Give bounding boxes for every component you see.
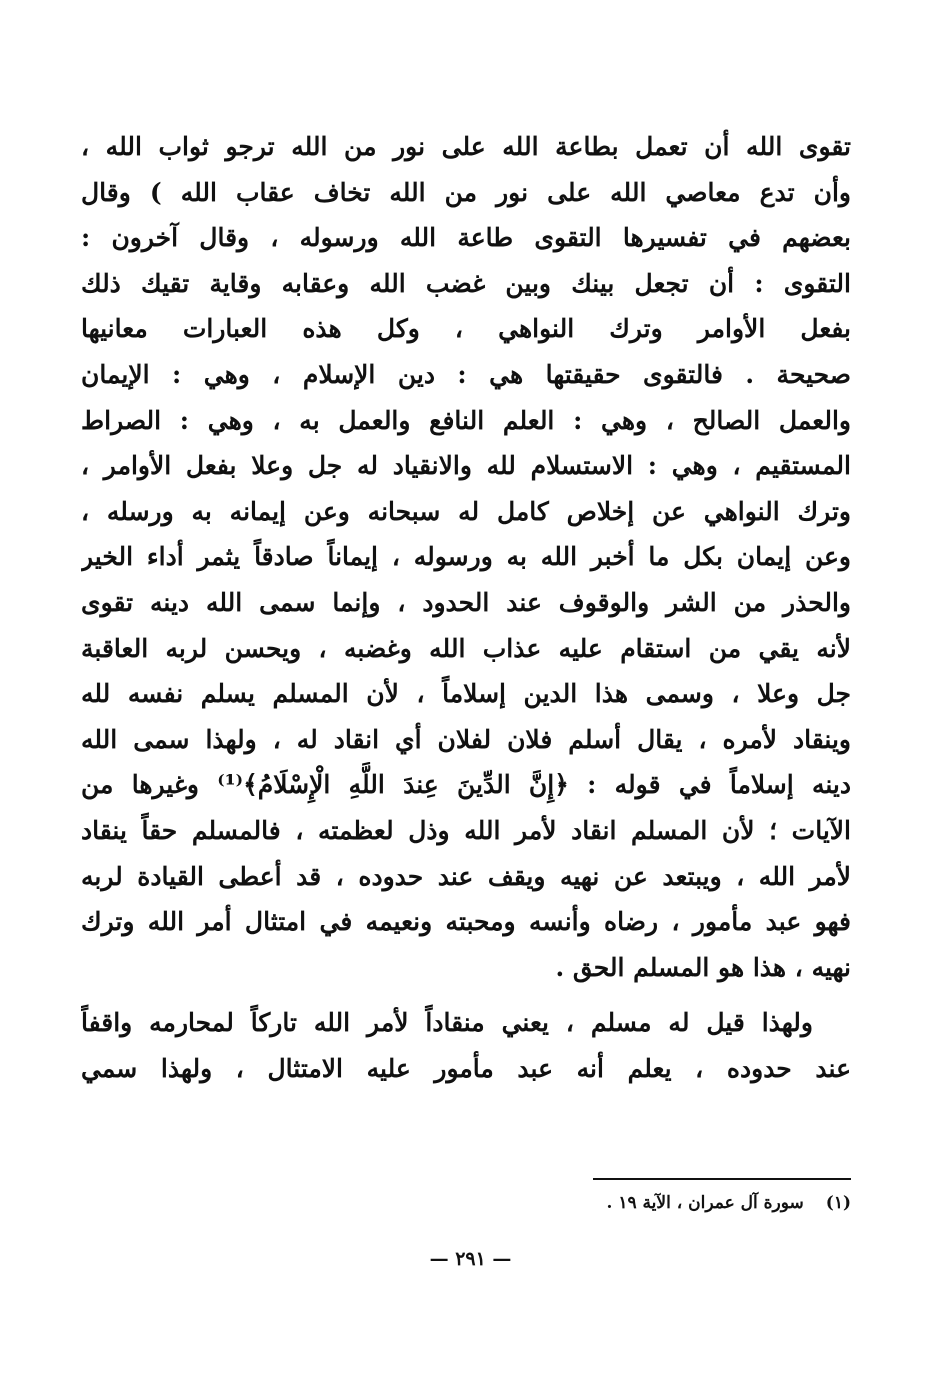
text-line: بعضهم في تفسيرها التقوى طاعة الله ورسوله ، وقال آخرون :	[81, 223, 851, 253]
paragraph-1	[81, 124, 851, 990]
paragraph-gap	[81, 990, 851, 1000]
text-line: بفعل الأوامر وترك النواهي ، وكل هذه العبارات معانيها	[81, 314, 851, 344]
text-line: لأنه يقي من استقام عليه عذاب الله وغضبه ، ويحسن لربه العاقبة	[81, 633, 851, 663]
footnote-marker: (١)	[825, 1193, 851, 1213]
text-line: لأمر الله ، ويبتعد عن نهيه ويقف عند حدوده ، قد أعطى القيادة لربه	[81, 861, 851, 891]
paragraph-2	[81, 1000, 851, 1091]
text-line: الآيات ؛ لأن المسلم انقاد لأمر الله وذل لعظمته ، فالمسلم حقاً ينقاد	[81, 815, 851, 845]
footnote-text: سورة آل عمران ، الآية ١٩ .	[606, 1193, 804, 1213]
text-line: وأن تدع معاصي الله على نور من الله تخاف عقاب الله ) وقال	[81, 177, 851, 207]
text-line: تقوى الله أن تعمل بطاعة الله على نور من الله ترجو ثواب الله ،	[81, 132, 851, 161]
text-line: ولهذا قيل له مسلم ، يعني منقاداً لأمر الله تاركاً لمحارمه واقفاً	[81, 1008, 813, 1038]
text-line: فهو عبد مأمور ، رضاه وأنسه ومحبته ونعيمه في امتثال أمر الله وترك	[81, 907, 851, 937]
text-line: والحذر من الشر والوقوف عند الحدود ، وإنما سمى الله دينه تقوى	[81, 587, 851, 617]
text-line: وترك النواهي عن إخلاص كامل له سبحانه وعن إيمانه به ورسله ،	[81, 496, 851, 526]
text-line: جل وعلا ، وسمى هذا الدين إسلاماً ، لأن المسلم يسلم نفسه لله	[81, 679, 851, 709]
body-text	[81, 124, 851, 1091]
text-line: والعمل الصالح ، وهي : العلم النافع والعمل به ، وهي : الصراط	[81, 405, 851, 435]
text-line: وعن إيمان بكل ما أخبر الله به ورسوله ، إيماناً صادقاً يثمر أداء الخير	[81, 542, 851, 572]
footnote	[607, 1188, 851, 1218]
page-number: — ٢٩١ —	[429, 1248, 512, 1270]
text-line: التقوى : أن تجعل بينك وبين غضب الله وعقابه وقاية تقيك ذلك	[81, 268, 851, 298]
text-line: المستقيم ، وهي : الاستسلام لله والانقياد له جل وعلا بفعل الأوامر ،	[81, 451, 851, 481]
text-line: نهيه ، هذا هو المسلم الحق .	[555, 952, 851, 982]
text-line-quran-quote: دينه إسلاماً في قوله : ﴿إِنَّ الدِّينَ عِندَ اللَّهِ الْإِسْلَامُ﴾⁽¹⁾ وغيرها من	[81, 770, 851, 800]
footnote-divider	[593, 1178, 851, 1180]
text-line: وينقاد لأمره ، يقال أسلم فلان لفلان أي انقاد له ، ولهذا سمى الله	[81, 724, 851, 754]
text-line: عند حدوده ، يعلم أنه عبد مأمور عليه الامتثال ، ولهذا سمي	[81, 1053, 851, 1083]
text-line: صحيحة . فالتقوى حقيقتها هي : دين الإسلام ، وهي : الإيمان	[81, 359, 851, 389]
